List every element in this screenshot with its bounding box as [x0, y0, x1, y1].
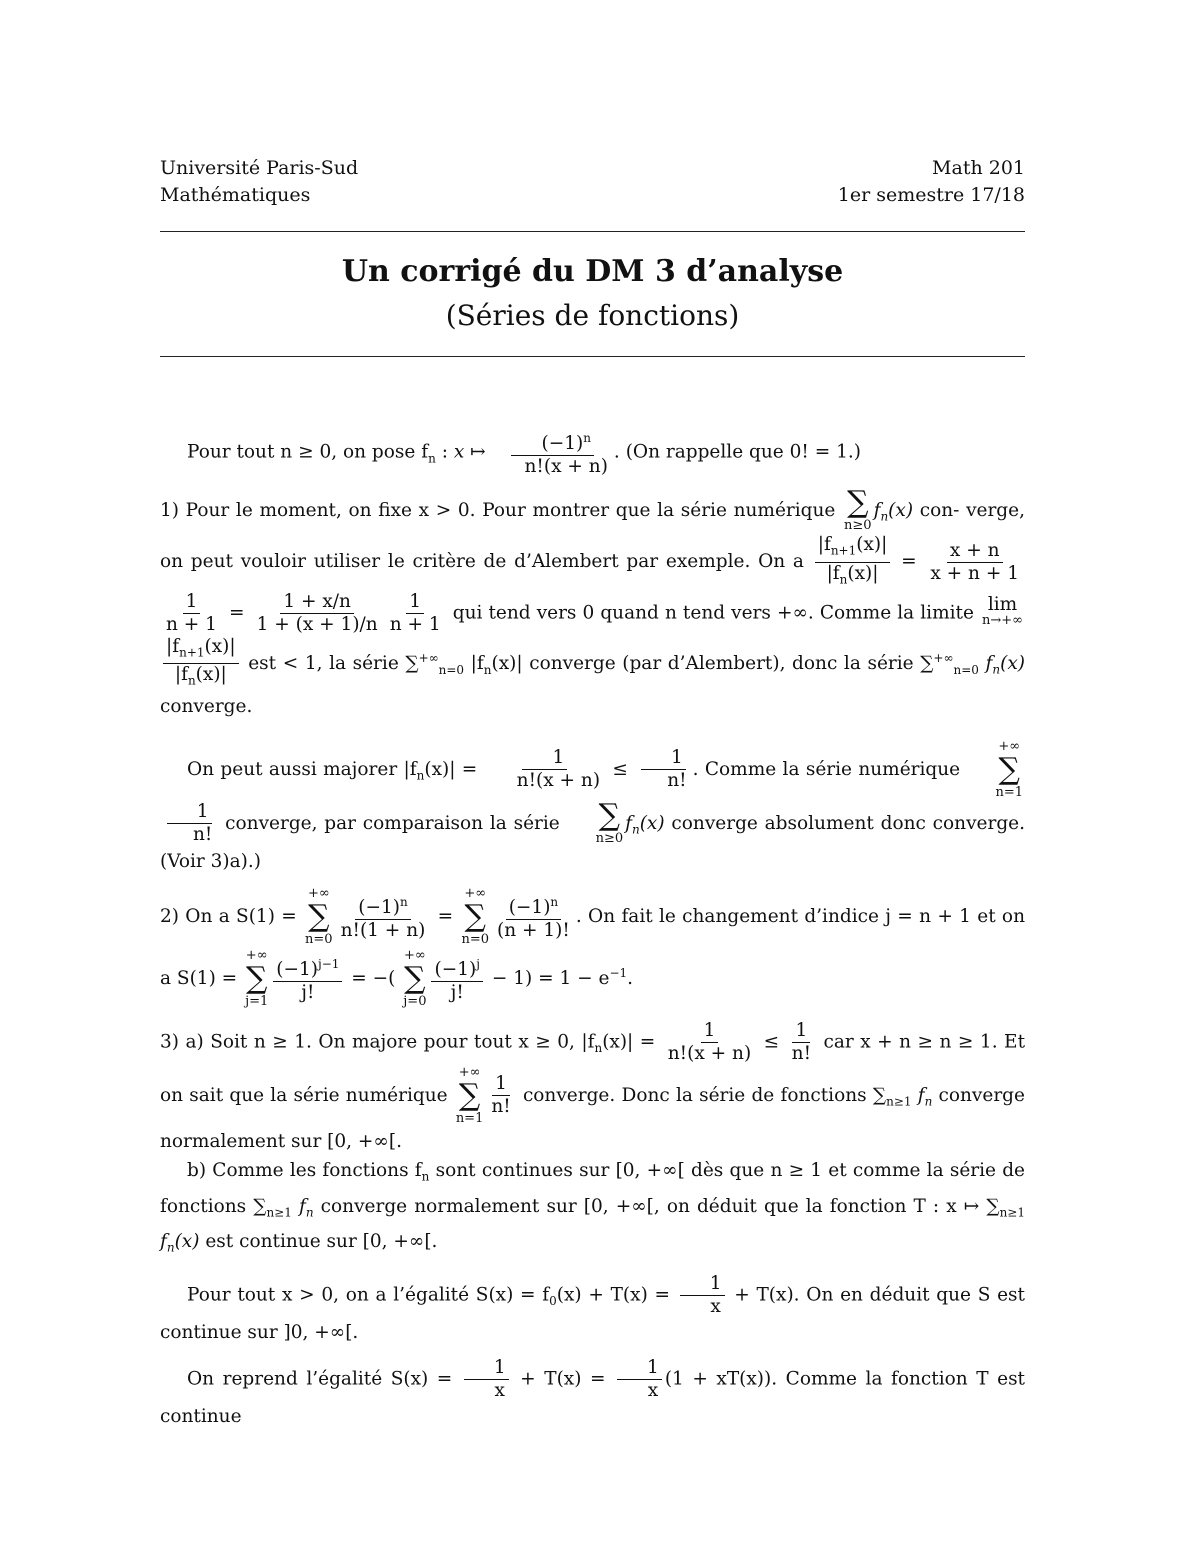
title-block [160, 232, 1025, 356]
fraction: $\frac{|f_{n+1}(x)|}{|f_n(x)|}$ [163, 636, 239, 692]
fraction: $\frac{1}{x}$ [617, 1357, 662, 1402]
limit-symbol: lim n→+∞ [982, 594, 1024, 629]
fraction: $\frac{|f_{n+1}(x)|}{|f_n(x)|}$ [815, 534, 891, 590]
sum-symbol: ∑ n≥0 [844, 485, 872, 534]
q3b-paragraph: b) Comme les fonctions $f_n$ sont continues sur [0, +∞[ dès que n ≥ 1 et comme la série de fonctions $\sum_{n\ge 1}$ $f_n$ converge normalement sur [0, +∞[, on déduit que la fonction T : x ↦ $\sum_{n\ge 1}$ $f_n(x)$ est continue sur [0, +∞[. [160, 1159, 1026, 1255]
fraction: $\frac{(-1)^n}{(n + 1)!}$ [494, 891, 573, 942]
fraction: $\frac{1}{n!}$ [791, 1019, 812, 1064]
fraction: $\frac{(-1)^n}{n!(x + n)}$ [495, 427, 611, 478]
q3-equality-paragraph: Pour tout x > 0, on a l’égalité $S(x) = f_0(x) + T(x)$ = $\frac{1}{x}$ + T(x). On en déduit que S est continue sur ]0, +∞[. [160, 1272, 1025, 1343]
fraction: $\frac{1 + x/n}{1 + (x + 1)/n}$ [256, 590, 378, 635]
document-title: Un corrigé du DM 3 d’analyse [341, 254, 844, 289]
fraction: $\frac{1}{n!}$ [491, 1073, 511, 1118]
q2-paragraph: 2) On a S(1) = +∞ ∑ n=0 $\frac{(-1)^n}{n!(1 + n)}$ = +∞ ∑ n=0 $\frac{(-1)^n}{(n + 1)!}$ . On fait le changement d’indice j = n + 1 et on a S(1) = +∞ ∑ j=1 $\frac{(-1)^{j-1}}{j!}$ = −( +∞ ∑ j=0 $\frac{(-1)^j}{j!}$ − $1) = 1 - e^{-1}$. [160, 885, 1025, 1009]
university-name: Université Paris-Sud [160, 157, 359, 179]
sum-symbol: +∞ ∑ n=0 [305, 885, 333, 947]
fraction: $\frac{x + n}{x + n + 1}$ [930, 539, 1020, 584]
fraction: $\frac{1}{n!(x + n)}$ [516, 747, 601, 792]
sum-symbol: +∞ ∑ n=1 [995, 738, 1024, 800]
document-body [160, 427, 1025, 1431]
q3-reprise-paragraph: On reprend l’égalité S(x) = $\frac{1}{x}$ + T(x) = $\frac{1}{x}$ (1 + xT(x)). Comme la fonction T est continue [160, 1356, 1025, 1427]
intro-paragraph: Pour tout n ≥ 0, on pose $f_n$ : x ↦ $\frac{(-1)^n}{n!(x + n)}$ . (On rappelle que 0! = 1.) [160, 427, 1025, 478]
semester: 1er semestre 17/18 [837, 184, 1025, 206]
q1-bound-paragraph: On peut aussi majorer $|f_n(x)|$ = $\frac{1}{n!(x + n)}$ ≤ $\frac{1}{n!}$ . Comme la série numérique +∞ ∑ n=1 $\frac{1}{n!}$ converge, par comparaison la série ∑ n≥0 $f_n(x)$ converge absolument donc converge. (Voir 3)a).) [160, 738, 1026, 872]
fraction: $\frac{1}{n!}$ [637, 747, 689, 792]
fraction: $\frac{1}{x}$ [680, 1273, 725, 1318]
sum-symbol: ∑ n≥0 [595, 797, 624, 846]
fraction: $\frac{(-1)^j}{j!}$ [431, 953, 482, 1004]
fraction: $\frac{1}{n!}$ [163, 801, 215, 846]
document-page [160, 155, 1025, 1431]
document-header [160, 155, 1025, 209]
fraction: $\frac{(-1)^{j-1}}{j!}$ [273, 953, 342, 1004]
q1-paragraph: 1) Pour le moment, on fixe x > 0. Pour montrer que la série numérique ∑ n≥0 $f_n(x)$ con- verge, on peut vouloir utiliser le critère de d’Alembert par exemple. On a $\frac{|f_{n+1}(x)|}{|f_n(x)|}$ = $\frac{x + n}{x + n + 1}$ $\frac{1}{n + 1}$ = $\frac{1 + x/n}{1 + (x + 1)/n}$ $\frac{1}{n + 1}$ qui tend vers 0 quand n tend vers +∞. Comme la limite lim n→+∞ $\frac{|f_{n+1}(x)|}{|f_n(x)|}$ est < 1, la série $\sum^{+\infty}_{n=0}$ $|f_n(x)|$ converge (par d’Alembert), donc la série $\sum^{+\infty}_{n=0}$ $f_n(x)$ converge. [160, 485, 1025, 717]
fraction: $\frac{(-1)^n}{n!(1 + n)}$ [338, 891, 429, 942]
document-subtitle: (Séries de fonctions) [445, 299, 740, 332]
sum-symbol: +∞ ∑ j=0 [403, 947, 427, 1009]
sum-symbol: +∞ ∑ j=1 [245, 947, 269, 1009]
sum-symbol: +∞ ∑ n=0 [461, 885, 490, 947]
fraction: $\frac{1}{x}$ [464, 1357, 509, 1402]
course-code: Math 201 [932, 157, 1025, 179]
q3a-paragraph: 3) a) Soit n ≥ 1. On majore pour tout x ≥ 0, $|f_n(x)|$ = $\frac{1}{n!(x + n)}$ ≤ $\frac{1}{n!}$ car x + n ≥ n ≥ 1. Et on sait que la série numérique +∞ ∑ n=1 $\frac{1}{n!}$ converge. Donc la série de fonctions $\sum_{n\ge 1}$ $f_n$ converge normalement sur [0, +∞[. [160, 1019, 1026, 1152]
fraction: $\frac{1}{n!(x + n)}$ [667, 1019, 752, 1064]
fraction: $\frac{1}{n + 1}$ [389, 590, 441, 635]
fraction: $\frac{1}{n + 1}$ [166, 590, 217, 635]
sum-symbol: +∞ ∑ n=1 [455, 1064, 484, 1126]
department-name: Mathématiques [160, 184, 311, 206]
